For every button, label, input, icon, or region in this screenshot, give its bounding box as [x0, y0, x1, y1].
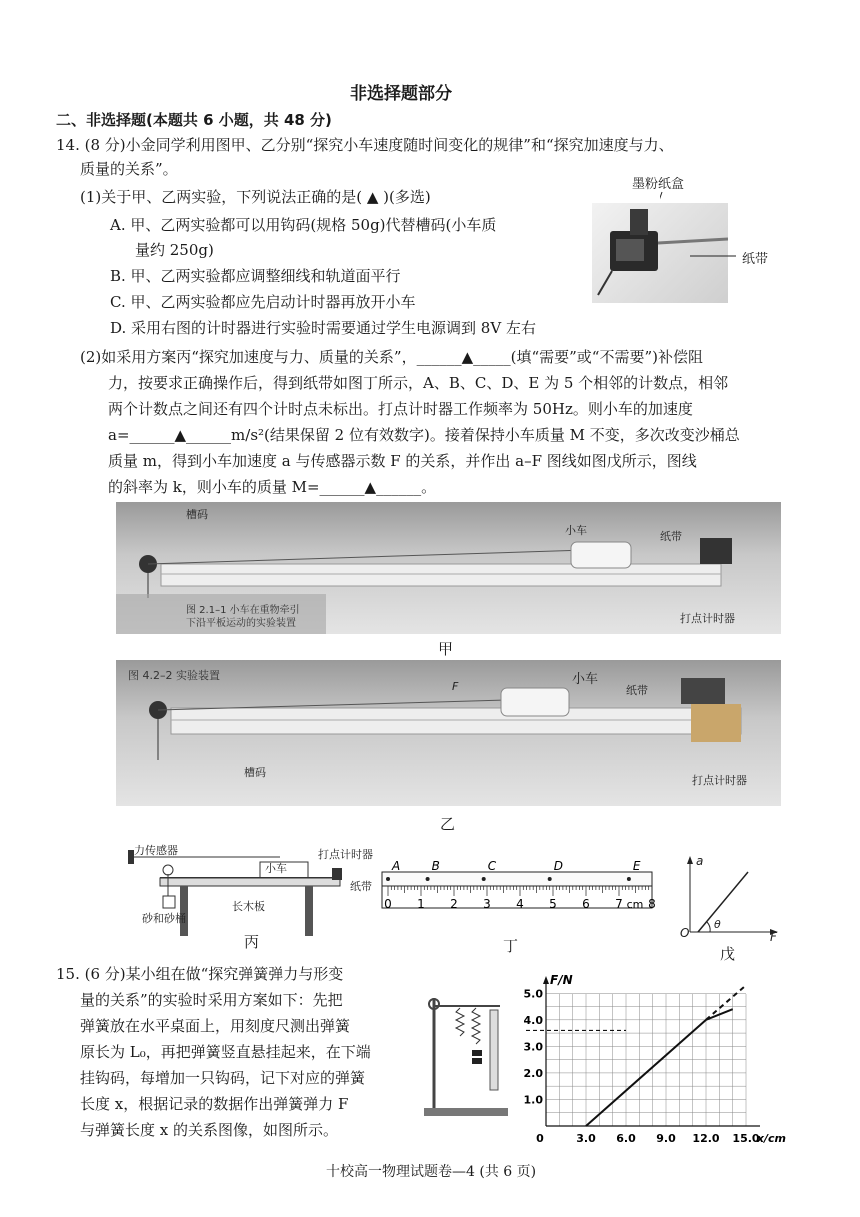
ruler-number: 4 [516, 897, 524, 911]
tape-point-label: D [553, 859, 563, 873]
figure-ding-name: 丁 [503, 937, 519, 955]
yi-label-f: F [452, 680, 459, 693]
q15-line7: 与弹簧长度 x 的关系图像，如图所示。 [80, 1121, 338, 1139]
ruler-number: 3 [483, 897, 491, 911]
y-tick-label: 3.0 [524, 1040, 543, 1054]
y-tick-label: 5.0 [524, 987, 543, 1001]
q15-line1: 15. (6 分)某小组在做“探究弹簧弹力与形变 [56, 965, 344, 983]
tape-dot [548, 877, 552, 881]
wu-angle-label: θ [714, 918, 721, 931]
jia-label-car: 小车 [565, 524, 587, 537]
q14-sub2-line3: 两个计数点之间还有四个计时点未标出。打点计时器工作频率为 50Hz。则小车的加速度 [108, 400, 693, 418]
q14-sub2-line4: a=______▲______m/s²(结果保留 2 位有效数字)。接着保持小车质量 M 不变，多次改变沙桶总 [108, 426, 740, 444]
tape-strip [382, 872, 652, 886]
q14-sub2-line5: 质量 m，得到小车加速度 a 与传感器示数 F 的关系，并作出 a–F 图线如图戊所示，图线 [108, 452, 697, 470]
ruler-number: 6 [582, 897, 590, 911]
tape-point-label: B [431, 859, 440, 873]
yi-label-car: 小车 [572, 672, 599, 687]
page-footer: 十校高一物理试题卷—4 (共 6 页) [326, 1164, 537, 1180]
yi-label-weight: 槽码 [244, 766, 266, 779]
bing-label-board: 长木板 [232, 900, 265, 913]
yi-label-tape: 纸带 [626, 684, 648, 697]
tape-point-label: A [392, 859, 401, 873]
q15-line3: 弹簧放在水平桌面上，用刻度尺测出弹簧 [80, 1017, 351, 1035]
series-line-solid [586, 1009, 733, 1126]
q14-option-a-line1: A. 甲、乙两实验都可以用钩码(规格 50g)代替槽码(小车质 [110, 216, 497, 234]
bing-label-car: 小车 [265, 862, 287, 875]
q14-line2: 质量的关系”。 [80, 160, 178, 178]
x-tick-label: 15.0 [732, 1132, 760, 1145]
q14-option-b: B. 甲、乙两实验都应调整细线和轨道面平行 [110, 267, 401, 285]
ruler-number: 0 [384, 897, 392, 911]
jia-label-timer: 打点计时器 [680, 612, 735, 625]
y-tick-label: 1.0 [524, 1093, 543, 1107]
q15-line4: 原长为 L₀，再把弹簧竖直悬挂起来，在下端 [80, 1043, 371, 1061]
q15-line2: 量的关系”的实验时采用方案如下：先把 [80, 991, 343, 1009]
wu-x-label: F [770, 930, 777, 944]
timer-label-side: 纸带 [742, 252, 769, 267]
figure-yi-name: 乙 [440, 815, 456, 833]
spring-apparatus-diagram [420, 990, 512, 1122]
x-tick-label: 12.0 [692, 1132, 720, 1145]
ruler-number: 2 [450, 897, 458, 911]
timer-label-top: 墨粉纸盒 [632, 177, 685, 192]
wu-origin-label: O [680, 926, 690, 940]
x-axis-label: x/cm [756, 1132, 786, 1145]
y-tick-label: 2.0 [524, 1066, 543, 1080]
jia-label-weight: 槽码 [186, 508, 208, 521]
ruler-number: 7 [615, 897, 623, 911]
tape-dot [482, 877, 486, 881]
q14-sub2-line2: 力，按要求正确操作后，得到纸带如图丁所示，A、B、C、D、E 为 5 个相邻的计数点，相邻 [108, 374, 729, 392]
x-tick-label: 3.0 [576, 1132, 596, 1145]
q15-line6: 长度 x，根据记录的数据作出弹簧弹力 F [80, 1095, 349, 1113]
figure-ding-ruler [378, 858, 670, 928]
x-tick-label: 6.0 [616, 1132, 636, 1145]
ruler-number: 1 [417, 897, 425, 911]
x-tick-label: 0 [536, 1132, 544, 1145]
tape-point-label: C [487, 859, 497, 873]
series-line-dashed [706, 985, 746, 1020]
q14-option-a-line2: 量约 250g) [135, 241, 214, 259]
ruler-number: 8 [648, 897, 656, 911]
figure-jia-name: 甲 [438, 640, 454, 658]
timer-leader-lines [660, 190, 740, 270]
section-title: 非选择题部分 [350, 84, 452, 104]
tape-dot [426, 877, 430, 881]
bing-label-timer: 打点计时器 [318, 848, 373, 861]
wu-y-label: a [696, 854, 704, 868]
jia-label-tape: 纸带 [660, 530, 682, 543]
q15-line5: 挂钩码，每增加一只钩码，记下对应的弹簧 [80, 1069, 366, 1087]
q14-line1: 14. (8 分)小金同学利用图甲、乙分别“探究小车速度随时间变化的规律”和“探究加速度与力、 [56, 136, 674, 154]
jia-caption-line2: 下沿平板运动的实验装置 [186, 618, 296, 629]
y-axis-arrow [543, 976, 549, 984]
tape-point-label: E [632, 859, 641, 873]
yi-label-timer: 打点计时器 [692, 774, 747, 787]
jia-caption-line1: 图 2.1–1 小车在重物牵引 [186, 605, 300, 616]
q14-option-c: C. 甲、乙两实验都应先启动计时器再放开小车 [110, 293, 416, 311]
x-tick-label: 9.0 [656, 1132, 676, 1145]
spring-force-chart [524, 968, 800, 1146]
figure-bing-name: 丙 [244, 933, 260, 951]
q14-option-d: D. 采用右图的计时器进行实验时需要通过学生电源调到 8V 左右 [110, 319, 536, 337]
figure-wu-name: 戊 [720, 945, 736, 963]
ruler-unit: cm [626, 898, 644, 911]
y-axis-label: F/N [550, 973, 573, 987]
bing-label-bucket: 砂和砂桶 [142, 912, 186, 925]
q14-sub2-line6: 的斜率为 k，则小车的质量 M=______▲______。 [108, 478, 437, 496]
ruler-number: 5 [549, 897, 557, 911]
y-tick-label: 4.0 [524, 1013, 543, 1027]
q14-sub1: (1)关于甲、乙两实验，下列说法正确的是( ▲ )(多选) [80, 188, 431, 206]
tape-dot [627, 877, 631, 881]
tape-dot [386, 877, 390, 881]
bing-label-tape: 纸带 [350, 880, 372, 893]
yi-caption: 图 4.2–2 实验装置 [128, 669, 220, 682]
part-heading: 二、非选择题(本题共 6 小题，共 48 分) [56, 111, 332, 129]
bing-label-sensor: 力传感器 [134, 844, 178, 857]
q14-sub2-line1: (2)如采用方案丙“探究加速度与力、质量的关系”，______▲_____(填“需要”或“不需要”)补偿阻 [80, 348, 704, 366]
